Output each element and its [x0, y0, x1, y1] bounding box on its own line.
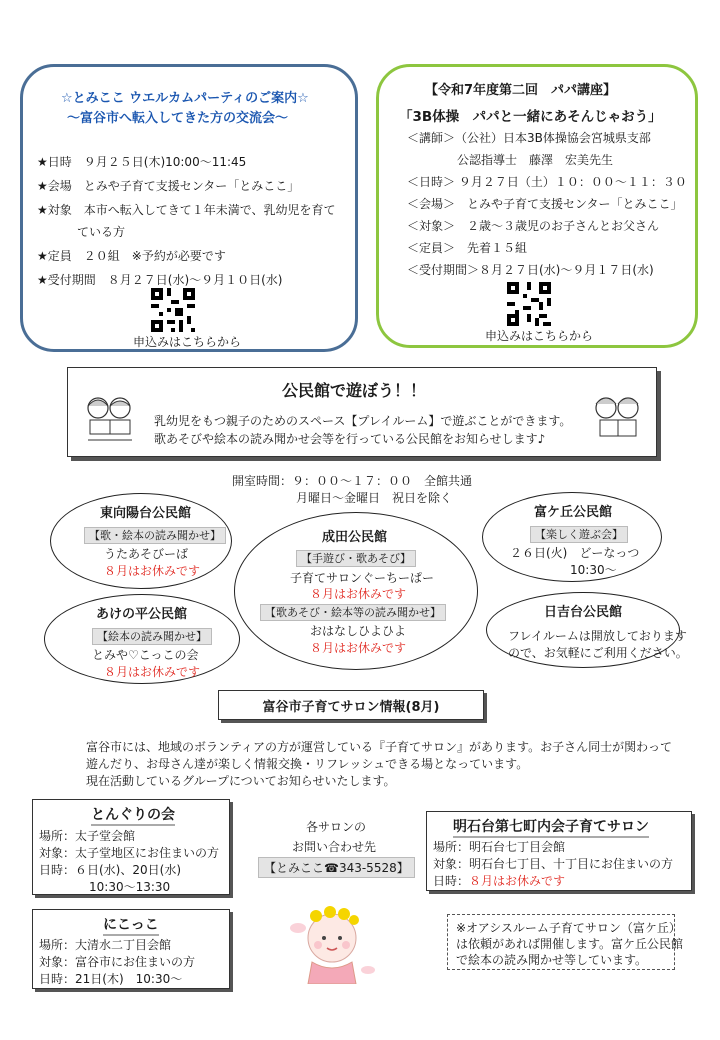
hall-narita-group-1: 子育てサロンぐーちーぱー — [290, 571, 435, 585]
hall-tomigaoka-tag: 【楽しく遊ぶ会】 — [530, 526, 628, 543]
papa-qr-code-icon[interactable] — [507, 282, 551, 326]
welcome-apply-label: 申込みはこちらから — [133, 335, 242, 349]
salon-nikokko-date: 日時：21日(木) 10:30～ — [39, 972, 183, 986]
salon-donguri-date: 日時：６日(水)、20日(水) — [39, 863, 181, 877]
salon-donguri-place: 場所：太子堂会館 — [39, 829, 136, 843]
salon-intro-2: 遊んだり、お母さん達が楽しく情報交換・リフレッシュできる場となっています。 — [86, 757, 529, 771]
salon-nikokko-place: 場所：大清水二丁目会館 — [39, 938, 172, 952]
welcome-date: ★日時 ９月２５日(木)10:00～11:45 — [37, 155, 247, 169]
hall-narita-group-2: おはなしひよひよ — [310, 624, 407, 638]
salon-nikokko-name: にこっこ — [103, 914, 159, 936]
opening-hours: 開室時間：９：００～１７：００ 全館共通 — [232, 474, 473, 488]
hall-hiyoshidai-line-2: ので、お気軽にご利用ください。 — [508, 646, 688, 660]
kominkan-title: 公民館で遊ぼう！！ — [282, 381, 427, 400]
kids-reading-right-icon — [588, 394, 648, 444]
salon-akaishi-target: 対象：明石台七丁目、十丁目にお住まいの方 — [433, 857, 674, 871]
welcome-venue: ★会場 とみや子育て支援センター「とみここ」 — [37, 179, 300, 193]
salon-intro-1: 富谷市には、地域のボランティアの方が運営している『子育てサロン』があります。お子さん同士が関わって — [86, 740, 672, 754]
kominkan-desc-2: 歌あそびや絵本の読み聞かせ会等を行っている公民館をお知らせします♪ — [154, 432, 546, 446]
welcome-target-cont: ている方 — [77, 225, 126, 239]
welcome-capacity: ★定員 ２０組 ※予約が必要です — [37, 249, 226, 263]
salon-nikokko-box — [32, 909, 230, 989]
hall-narita-name: 成田公民館 — [322, 530, 388, 545]
salon-donguri-time: 10:30～13:30 — [89, 880, 171, 894]
hall-narita-note-2: ８月はお休みです — [310, 641, 407, 655]
papa-title: 「3B体操 パパと一緒にあそんじゃおう」 — [399, 109, 662, 125]
papa-lecturer: ＜講師＞（公社）日本3B体操協会宮城県支部 — [407, 131, 651, 145]
opening-days: 月曜日～金曜日 祝日を除く — [296, 491, 453, 505]
kominkan-desc-1: 乳幼児をもつ親子のためのスペース【プレイルーム】で遊ぶことができます。 — [154, 414, 572, 428]
hall-hiyoshidai-line-1: フレイルームは開放しております — [508, 629, 687, 643]
hall-akeno-tag: 【絵本の読み聞かせ】 — [92, 628, 212, 645]
hall-higashi-tag: 【歌・絵本の読み聞かせ】 — [84, 527, 226, 544]
oasis-note-2: は依頼があれば開催します。富ケ丘公民館 — [456, 937, 684, 951]
hall-narita-note-1: ８月はお休みです — [310, 587, 407, 601]
hall-tomigaoka-name: 富ケ丘公民館 — [534, 505, 613, 520]
hall-akeno-group: とみや♡こっこの会 — [92, 648, 199, 662]
salon-akaishi-date — [433, 872, 565, 889]
salon-akaishi-place: 場所：明石台七丁目会館 — [433, 840, 566, 854]
salon-akaishi-box — [426, 811, 692, 891]
hall-narita-tag-1: 【手遊び・歌あそび】 — [296, 550, 416, 567]
welcome-period: ★受付期間 ８月２７日(水)～９月１０日(水) — [37, 273, 283, 287]
oasis-note-box — [447, 914, 684, 970]
papa-target: ＜対象＞ ２歳～３歳児のお子さんとお父さん — [407, 219, 660, 233]
salon-akaishi-date-label: 日時： — [433, 874, 470, 888]
hall-akeno-note: ８月はお休みです — [104, 665, 201, 679]
salon-akaishi-name: 明石台第七町内会子育てサロン — [453, 816, 649, 838]
salon-donguri-name: とんぐりの会 — [91, 804, 175, 826]
papa-date: ＜日時＞ ９月２７日（土）１０：００～１１：３０ — [407, 175, 687, 189]
papa-lecturer-name: 公認指導士 藤澤 宏美先生 — [457, 153, 614, 167]
kids-reading-left-icon — [80, 394, 140, 444]
papa-apply-label: 申込みはこちらから — [485, 329, 594, 343]
papa-capacity: ＜定員＞ 先着１５組 — [407, 241, 528, 255]
salon-donguri-target: 対象：太子堂地区にお住まいの方 — [39, 846, 220, 860]
welcome-qr-code-icon[interactable] — [151, 288, 195, 332]
oasis-note-1: ※オアシスルーム子育てサロン（富ケ丘） — [456, 921, 681, 935]
papa-period: ＜受付期間＞８月２７日(水)～９月１７日(水) — [407, 263, 654, 277]
papa-class-box — [376, 64, 698, 348]
hall-higashi-group: うたあそびーば — [104, 547, 189, 561]
welcome-subtitle: ～富谷市へ転入してきた方の交流会～ — [67, 111, 289, 126]
contact-label-2: お問い合わせ先 — [292, 840, 377, 854]
hall-tomigaoka-date: ２６日(火) どーなっつ — [510, 546, 640, 560]
contact-phone[interactable]: 【とみここ☎343-5528】 — [258, 857, 415, 878]
salon-nikokko-target: 対象：富谷市にお住まいの方 — [39, 955, 196, 969]
hall-higashi-name: 東向陽台公民館 — [100, 506, 192, 521]
contact-label-1: 各サロンの — [306, 820, 367, 834]
papa-header: 【令和7年度第二回 パパ講座】 — [425, 83, 617, 98]
hall-tomigaoka-time: 10:30～ — [570, 563, 617, 577]
welcome-title: ☆とみここ ウエルカムパーティのご案内☆ — [61, 91, 309, 106]
hall-higashi-note: ８月はお休みです — [104, 564, 201, 578]
welcome-target: ★対象 本市へ転入してきて１年未満で、乳幼児を育て — [37, 203, 336, 217]
salon-intro-3: 現在活動しているグループについてお知らせいたします。 — [86, 774, 396, 788]
hall-hiyoshidai-name: 日吉台公民館 — [544, 605, 623, 620]
welcome-party-box — [20, 64, 358, 352]
papa-venue: ＜会場＞ とみや子育て支援センター「とみここ」 — [407, 197, 683, 211]
salon-section-title: 富谷市子育てサロン情報(8月) — [218, 690, 484, 720]
baby-illustration-icon — [284, 900, 380, 984]
oasis-note-3: で絵本の読み聞かせ等しています。 — [456, 953, 648, 967]
hall-akeno-name: あけの平公民館 — [96, 607, 188, 622]
hall-narita-tag-2: 【歌あそび・絵本等の読み聞かせ】 — [260, 604, 446, 621]
salon-donguri-box — [32, 799, 230, 895]
kominkan-box — [67, 367, 657, 457]
salon-akaishi-date-value: ８月はお休みです — [469, 874, 566, 888]
